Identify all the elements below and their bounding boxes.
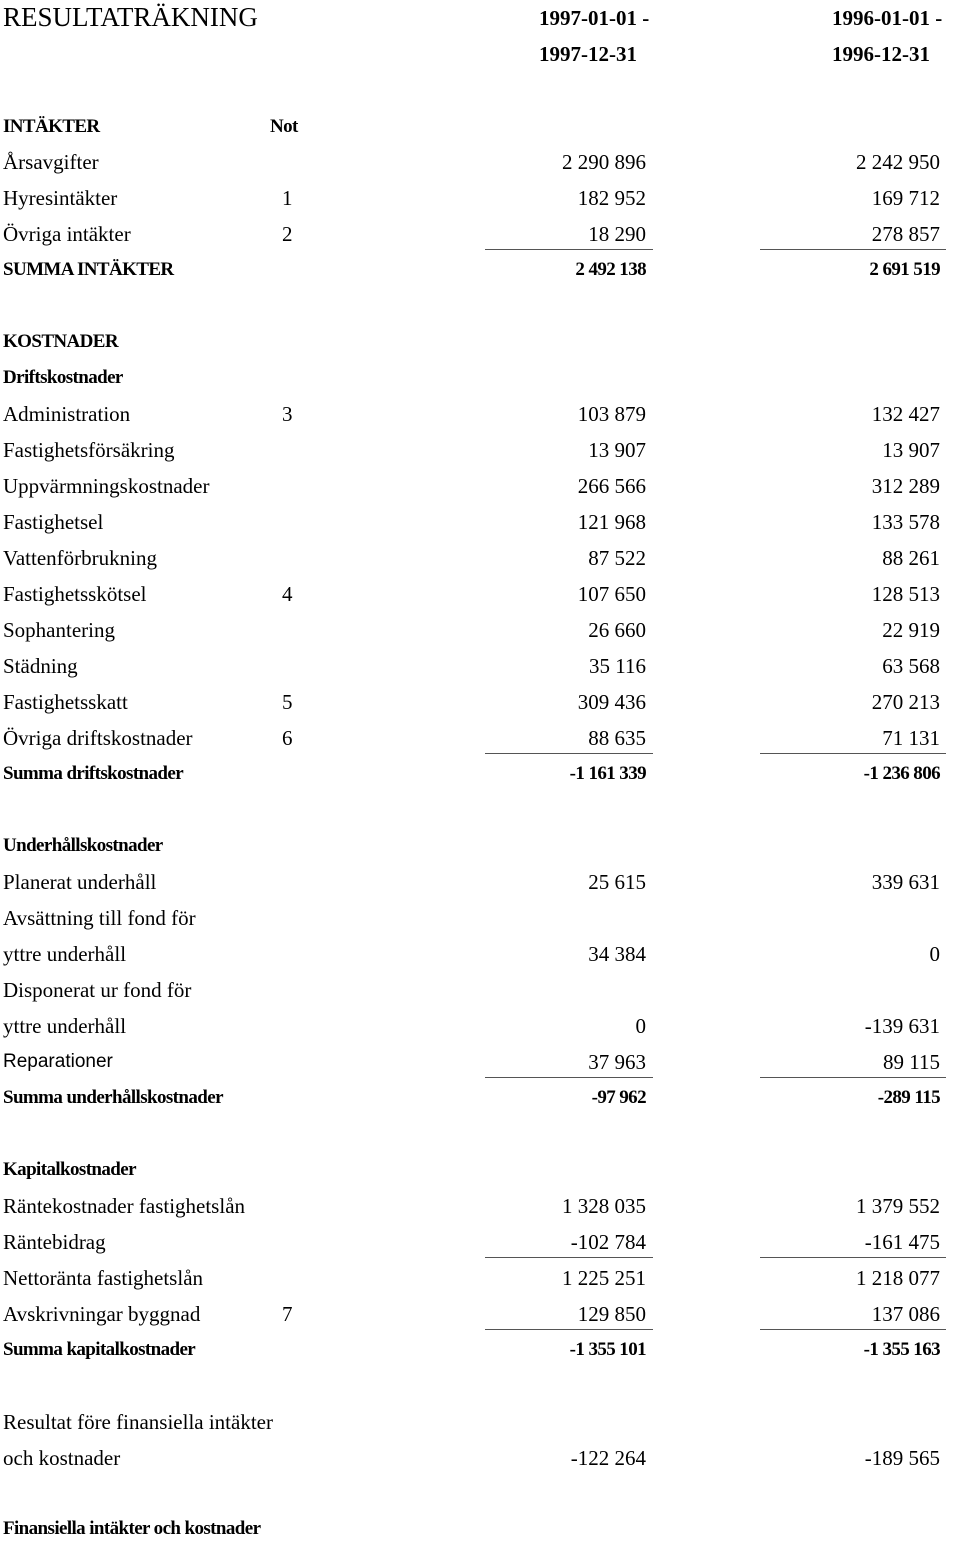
table-row: [0, 468, 960, 504]
sum-rule: [485, 1257, 653, 1258]
table-row: [0, 432, 960, 468]
value-1997: 0: [635, 1014, 646, 1038]
subsection-heading: Driftskostnader: [3, 367, 123, 388]
value-1996: -161 475: [864, 1230, 940, 1254]
total-label: Summa driftskostnader: [3, 763, 184, 784]
table-row: [0, 180, 960, 216]
row-label: Nettoränta fastighetslån: [3, 1266, 204, 1290]
row-label: Årsavgifter: [3, 150, 99, 174]
section-heading: Finansiella intäkter och kostnader: [3, 1518, 261, 1539]
row-label: yttre underhåll: [3, 1014, 127, 1038]
row-label: Räntekostnader fastighetslån: [3, 1194, 246, 1218]
value-1996: 339 631: [871, 870, 940, 894]
total-1996: -1 355 163: [863, 1339, 940, 1360]
result-1996: -189 565: [864, 1446, 940, 1470]
value-1997: 107 650: [577, 582, 646, 606]
table-row: [0, 972, 960, 1008]
total-row-kapital: [0, 1332, 960, 1368]
total-1997: 2 492 138: [575, 259, 646, 280]
result-row-line1: [0, 1404, 960, 1440]
value-1996: 1 218 077: [856, 1266, 940, 1290]
table-row: [0, 1188, 960, 1224]
total-1996: -1 236 806: [863, 763, 940, 784]
total-label: SUMMA INTÄKTER: [3, 259, 174, 280]
section-heading: KOSTNADER: [3, 331, 118, 352]
row-note: [282, 504, 322, 540]
total-1997: -1 355 101: [569, 1339, 646, 1360]
row-label: Administration: [3, 402, 131, 426]
value-1997: 182 952: [577, 186, 646, 210]
table-row: [0, 144, 960, 180]
row-note: 5: [282, 690, 293, 714]
value-1997: 26 660: [588, 618, 646, 642]
row-label: Avsättning till fond för: [3, 906, 196, 930]
value-1996: 88 261: [882, 546, 940, 570]
row-label: Övriga driftskostnader: [3, 726, 193, 750]
row-note: 3: [282, 402, 293, 426]
row-label: Fastighetsskatt: [3, 690, 128, 714]
value-1997: 2 290 896: [562, 150, 646, 174]
subsection-heading-kapital: [0, 1152, 960, 1188]
table-row: [0, 1224, 960, 1260]
total-1997: -97 962: [591, 1087, 646, 1108]
result-label-line1: Resultat före finansiella intäkter: [3, 1410, 273, 1434]
row-note: [282, 540, 322, 576]
value-1997: 18 290: [588, 222, 646, 246]
value-1997: 25 615: [588, 870, 646, 894]
row-note: 7: [282, 1302, 293, 1326]
sum-rule: [760, 1257, 946, 1258]
sum-rule: [760, 1077, 946, 1078]
value-1996: 137 086: [871, 1302, 940, 1326]
value-1997: 121 968: [577, 510, 646, 534]
table-row: [0, 648, 960, 684]
row-note: 1: [282, 186, 293, 210]
row-note: [282, 468, 322, 504]
total-label: Summa kapitalkostnader: [3, 1339, 196, 1360]
value-1997: 34 384: [588, 942, 646, 966]
sum-rule: [485, 753, 653, 754]
row-label: yttre underhåll: [3, 942, 127, 966]
value-1997: 1 225 251: [562, 1266, 646, 1290]
row-label: Sophantering: [3, 618, 115, 642]
row-note: [282, 144, 322, 180]
period-prior-to: 1996-12-31: [832, 42, 930, 66]
row-label: Räntebidrag: [3, 1230, 106, 1254]
value-1997: 88 635: [588, 726, 646, 750]
value-1997: 129 850: [577, 1302, 646, 1326]
subsection-heading: Kapitalkostnader: [3, 1159, 136, 1180]
row-label: Fastighetsskötsel: [3, 582, 147, 606]
section-heading-intakter: [0, 109, 960, 145]
value-1996: -139 631: [864, 1014, 940, 1038]
row-note: 6: [282, 726, 293, 750]
section-heading-kostnader: [0, 324, 960, 360]
value-1996: 312 289: [871, 474, 940, 498]
row-note: 4: [282, 582, 293, 606]
result-1997: -122 264: [570, 1446, 646, 1470]
table-row: [0, 576, 960, 612]
total-row-intakter: [0, 252, 960, 288]
value-1996: 133 578: [871, 510, 940, 534]
result-row: [0, 1440, 960, 1476]
table-row: [0, 1296, 960, 1332]
sum-rule: [760, 753, 946, 754]
result-label-line2: och kostnader: [3, 1446, 121, 1470]
section-heading: INTÄKTER: [3, 116, 100, 137]
section-heading-finansiella: [0, 1511, 960, 1547]
table-row: [0, 540, 960, 576]
total-row-underhall: [0, 1080, 960, 1116]
value-1996: 71 131: [882, 726, 940, 750]
table-row: [0, 216, 960, 252]
sum-rule: [760, 1329, 946, 1330]
total-1997: -1 161 339: [569, 763, 646, 784]
value-1996: 22 919: [882, 618, 940, 642]
total-label: Summa underhållskostnader: [3, 1087, 223, 1108]
table-row: [0, 936, 960, 972]
total-1996: -289 115: [877, 1087, 940, 1108]
row-note: [282, 612, 322, 648]
table-row: [0, 612, 960, 648]
value-1997: 35 116: [589, 654, 646, 678]
table-row: [0, 720, 960, 756]
value-1996: 278 857: [871, 222, 940, 246]
not-column-heading: Not: [270, 116, 298, 137]
value-1996: 132 427: [871, 402, 940, 426]
value-1997: 1 328 035: [562, 1194, 646, 1218]
row-note: [282, 648, 322, 684]
value-1997: 13 907: [588, 438, 646, 462]
table-row: [0, 900, 960, 936]
row-label: Städning: [3, 654, 78, 678]
value-1996: 128 513: [871, 582, 940, 606]
value-1996: 169 712: [871, 186, 940, 210]
table-row: [0, 1008, 960, 1044]
table-row: [0, 864, 960, 900]
table-row: [0, 1260, 960, 1296]
row-note: [282, 432, 322, 468]
sum-rule: [485, 1329, 653, 1330]
subsection-heading-underhall: [0, 828, 960, 864]
period-current-from: 1997-01-01 -: [539, 6, 650, 30]
value-1996: 89 115: [883, 1050, 940, 1074]
value-1997: 309 436: [577, 690, 646, 714]
value-1996: 1 379 552: [856, 1194, 940, 1218]
value-1997: 103 879: [577, 402, 646, 426]
subsection-heading: Underhållskostnader: [3, 835, 163, 856]
table-row: [0, 1044, 960, 1080]
table-row: [0, 684, 960, 720]
value-1996: 63 568: [882, 654, 940, 678]
total-1996: 2 691 519: [869, 259, 940, 280]
sum-rule: [760, 249, 946, 250]
value-1996: 13 907: [882, 438, 940, 462]
value-1997: 37 963: [588, 1050, 646, 1074]
row-note: 2: [282, 222, 293, 246]
value-1996: 0: [929, 942, 940, 966]
value-1997: -102 784: [570, 1230, 646, 1254]
row-label: Övriga intäkter: [3, 222, 131, 246]
row-label: Reparationer: [3, 1051, 113, 1072]
row-label: Fastighetsel: [3, 510, 104, 534]
sum-rule: [485, 249, 653, 250]
sum-rule: [485, 1077, 653, 1078]
row-label: Vattenförbrukning: [3, 546, 157, 570]
value-1997: 87 522: [588, 546, 646, 570]
table-row: [0, 504, 960, 540]
row-label: Disponerat ur fond för: [3, 978, 192, 1002]
value-1996: 270 213: [871, 690, 940, 714]
row-label: Fastighetsförsäkring: [3, 438, 175, 462]
total-row-drift: [0, 756, 960, 792]
value-1996: 2 242 950: [856, 150, 940, 174]
page-title: RESULTATRÄKNING: [3, 2, 258, 32]
row-label: Planerat underhåll: [3, 870, 157, 894]
row-label: Uppvärmningskostnader: [3, 474, 210, 498]
period-prior-from: 1996-01-01 -: [832, 6, 943, 30]
value-1997: 266 566: [577, 474, 646, 498]
row-label: Avskrivningar byggnad: [3, 1302, 201, 1326]
subsection-heading-drift: [0, 360, 960, 396]
row-label: Hyresintäkter: [3, 186, 118, 210]
period-current-to: 1997-12-31: [539, 42, 637, 66]
table-row: [0, 396, 960, 432]
